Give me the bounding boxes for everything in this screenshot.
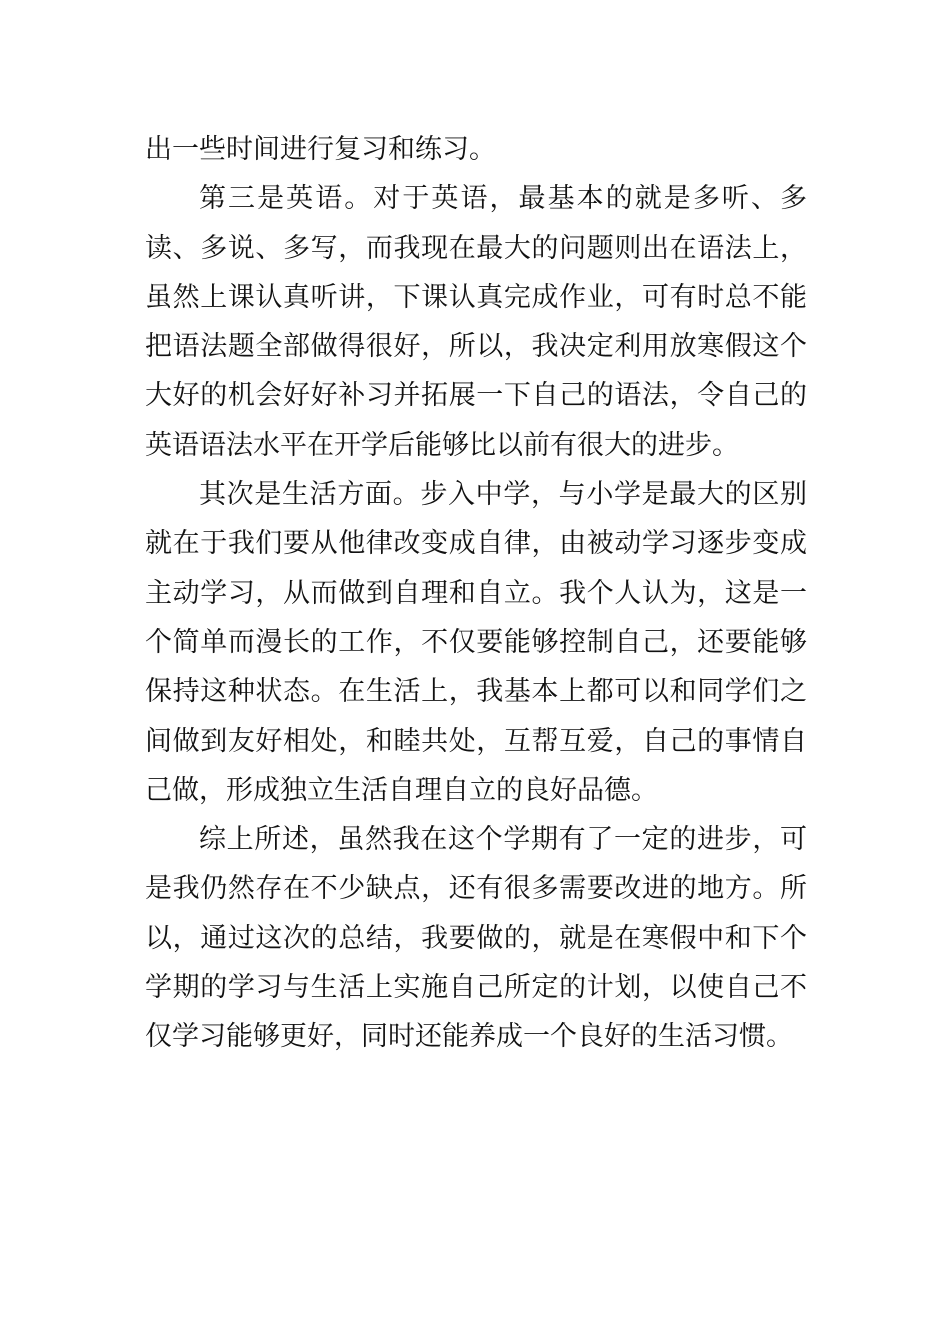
paragraph-english: 第三是英语。对于英语，最基本的就是多听、多读、多说、多写，而我现在最大的问题则出在语法上，虽然上课认真听讲，下课认真完成作业，可有时总不能把语法题全部做得很好，所以，我决定利用放寒假这个大好的机会好好补习并拓展一下自己的语法，令自己的英语语法水平在开学后能够比以前有很大的进步。 — [145, 183, 807, 461]
paragraph-summary: 综上所述，虽然我在这个学期有了一定的进步，可是我仍然存在不少缺点，还有很多需要改进的地方。所以，通过这次的总结，我要做的，就是在寒假中和下个学期的学习与生活上实施自己所定的计划，以使自己不仅学习能够更好，同时还能养成一个良好的生活习惯。 — [145, 824, 807, 1053]
paragraph-continuation: 出一些时间进行复习和练习。 — [145, 134, 496, 165]
paragraph-life: 其次是生活方面。步入中学，与小学是最大的区别就在于我们要从他律改变成自律，由被动学习逐步变成主动学习，从而做到自理和自立。我个人认为，这是一个简单而漫长的工作，不仅要能够控制自己，还要能够保持这种状态。在生活上，我基本上都可以和同学们之间做到友好相处，和睦共处，互帮互爱，自己的事情自己做，形成独立生活自理自立的良好品德。 — [145, 479, 807, 806]
document-body — [145, 125, 807, 1062]
